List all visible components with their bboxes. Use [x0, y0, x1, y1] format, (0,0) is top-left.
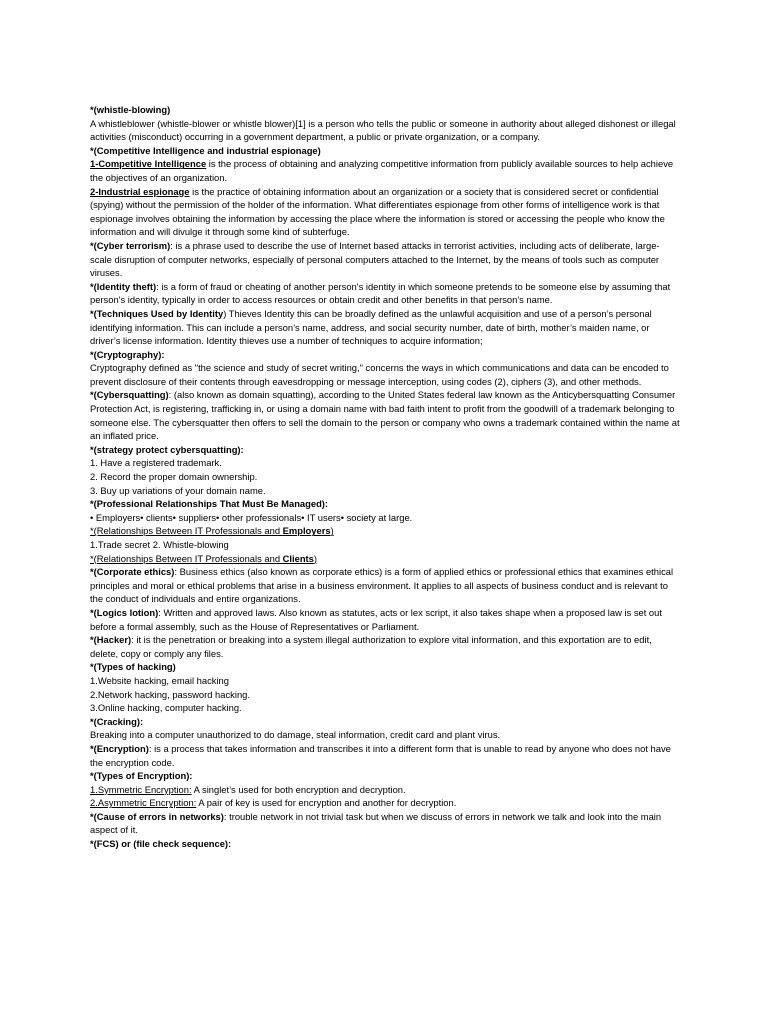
paragraph-encryption — [90, 742, 680, 769]
paragraph-text: : it is the penetration or breaking into a system illegal authorization to explore vital information, and this exportation are to edit, delete, copy or comply any files. — [90, 634, 652, 659]
heading-cracking: *(Cracking): — [90, 715, 144, 727]
paragraph-identity-techniques — [90, 307, 680, 348]
term-competitive-intelligence: 1-Competitive Intelligence — [90, 158, 207, 170]
list-item-symmetric-encryption — [90, 783, 680, 797]
heading-suffix: ) — [330, 525, 334, 537]
paragraph-text: : trouble network in not trivial task but when we discuss of errors in network we talk and look into the main aspect of it. — [90, 810, 662, 836]
paragraph-logics-lotion — [90, 606, 680, 633]
heading-logics-lotion: *(Logics lotion) — [90, 606, 159, 618]
paragraph-corporate-ethics — [90, 565, 680, 606]
heading-emphasis: Employers — [282, 525, 331, 537]
heading-relationships-employers — [90, 524, 680, 538]
paragraph-text: is the practice of obtaining information about an organization or a society that is considered secret or confidential (spying) without the permission of the holder of the information. What differentiates espionage from other forms of intelligence work is that espionage involves obtaining the information by accessing the place where the information is stored or accessing the people who know the information and will divulge it through some kind of subterfuge. — [90, 185, 665, 238]
paragraph-network-errors — [90, 810, 680, 837]
heading-fcs: *(FCS) or (file check sequence): — [90, 838, 232, 850]
heading-strategy-cybersquatting: *(strategy protect cybersquatting): — [90, 443, 244, 455]
paragraph-industrial-espionage — [90, 185, 680, 239]
term-industrial-espionage: 2-Industrial espionage — [90, 185, 190, 197]
paragraph-text: : Written and approved laws. Also known as statutes, acts or lex script, it also takes shape when a proposed law is set out before a formal assembly, such as the House of Representatives or Parliament. — [90, 606, 662, 632]
list-item: 1. Have a registered trademark. — [90, 457, 222, 469]
list-item: 1.Website hacking, email hacking — [90, 674, 229, 686]
paragraph-text: : (also known as domain squatting), according to the United States federal law known as the Anticybersquatting Consumer Protection Act, is registering, trafficking in, or using a domain name with bad faith intent to profit from the goodwill of a trademark belonging to someone else. The cybersquatter then offers to sell the domain to the person or company who owns a trademark contained within the name at an inflated price. — [90, 389, 680, 442]
paragraph-text: is the process of obtaining and analyzing competitive information from publicly available sources to help achieve the objectives of an organization. — [90, 158, 674, 183]
paragraph-whistleblower-definition: A whistleblower (whistle-blower or whistle blower)[1] is a person who tells the public or someone in authority about alleged dishonest or illegal activities (misconduct) occurring in a government department, a public or private organization, or a company. — [90, 117, 676, 143]
paragraph-text: : Business ethics (also known as corporate ethics) is a form of applied ethics or professional ethics that examines ethical principles and moral or ethical problems that arise in a business environment. It applies to all aspects of business conduct and is relevant to the conduct of individuals and entire organizations. — [90, 566, 674, 605]
heading-emphasis: Clients — [282, 552, 314, 564]
heading-suffix: ) — [313, 552, 318, 564]
paragraph-text: A pair of key is used for encryption and another for decryption. — [196, 797, 457, 809]
list-item: • Employers• clients• suppliers• other professionals• IT users• society at large. — [90, 511, 413, 523]
heading-identity-theft: *(Identity theft) — [90, 280, 157, 292]
paragraph-text: A singlet’s used for both encryption and decryption. — [191, 783, 406, 795]
document-body — [90, 103, 680, 851]
paragraph-cyber-terrorism — [90, 239, 680, 280]
list-item: 3. Buy up variations of your domain name. — [90, 484, 266, 496]
paragraph-identity-theft — [90, 280, 680, 307]
paragraph-text: : is a form of fraud or cheating of another person's identity in which someone pretends to be someone else by assuming that person's identity, typically in order to access resources or obtain credit and other benefits in that person's name. — [90, 280, 671, 306]
paragraph-text: ) Thieves Identity this can be broadly defined as the unlawful acquisition and use of a person’s personal identifying information. This can include a person’s name, address, and social security number, date of birth, mother’s maiden name, or driver’s license information. Identity thieves use a number of techniques to acquire information; — [90, 307, 652, 347]
list-item: 3.Online hacking, computer hacking. — [90, 702, 242, 714]
heading-prefix: *(Relationships Between IT Professionals and — [90, 525, 283, 537]
heading-types-of-hacking: *(Types of hacking) — [90, 661, 176, 673]
list-item-asymmetric-encryption — [90, 796, 680, 810]
heading-types-of-encryption: *(Types of Encryption): — [90, 770, 193, 782]
heading-whistle-blowing: *(whistle-blowing) — [90, 104, 171, 115]
term-asymmetric-encryption: 2.Asymmetric Encryption: — [90, 797, 197, 809]
heading-competitive-intelligence: *(Competitive Intelligence and industrial espionage) — [90, 144, 321, 156]
heading-encryption: *(Encryption) — [90, 742, 149, 754]
list-item: 1.Trade secret 2. Whistle-blowing — [90, 539, 229, 550]
heading-network-errors: *(Cause of errors in networks) — [90, 810, 224, 822]
heading-professional-relationships: *(Professional Relationships That Must Be Managed): — [90, 498, 329, 510]
heading-cryptography: *(Cryptography): — [90, 348, 165, 360]
term-symmetric-encryption: 1.Symmetric Encryption: — [90, 783, 192, 795]
paragraph-cybersquatting — [90, 388, 680, 442]
heading-prefix: *(Relationships Between IT Professionals and — [90, 552, 283, 564]
list-item: 2.Network hacking, password hacking. — [90, 688, 250, 700]
paragraph-competitive-intelligence — [90, 157, 680, 184]
heading-relationships-clients — [90, 552, 680, 566]
heading-corporate-ethics: *(Corporate ethics) — [90, 566, 175, 578]
heading-cybersquatting: *(Cybersquatting) — [90, 389, 169, 401]
paragraph-hacker — [90, 633, 680, 660]
paragraph-cracking: Breaking into a computer unauthorized to do damage, steal information, credit card and plant virus. — [90, 729, 501, 741]
list-item: 2. Record the proper domain ownership. — [90, 471, 258, 483]
paragraph-text: : is a process that takes information and transcribes it into a different form that is unable to read by anyone who does not have the encryption code. — [90, 742, 671, 768]
paragraph-text: : is a phrase used to describe the use of Internet based attacks in terrorist activities, including acts of deliberate, large-scale disruption of computer networks, especially of personal computers attached to the Internet, by the means of tools such as computer viruses. — [90, 239, 660, 279]
heading-identity-techniques: *(Techniques Used by Identity — [90, 307, 224, 319]
heading-cyber-terrorism: *(Cyber terrorism) — [90, 239, 171, 251]
paragraph-cryptography: Cryptography defined as "the science and study of secret writing," concerns the ways in which communications and data can be encoded to prevent disclosure of their contents through eavesdropping or message interception, using codes (2), ciphers (3), and other methods. — [90, 362, 669, 387]
heading-hacker: *(Hacker) — [90, 634, 132, 646]
